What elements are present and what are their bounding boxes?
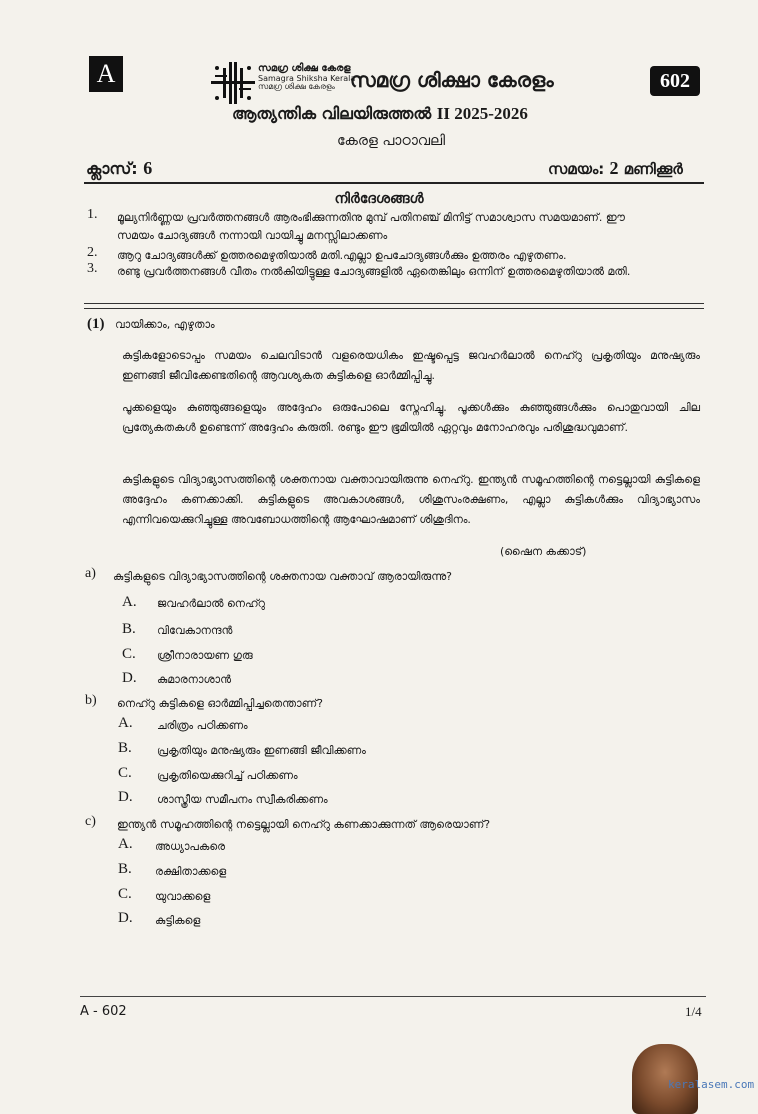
- paper-code-box: 602: [650, 66, 700, 96]
- instruction-number: 3.: [87, 261, 98, 276]
- class-value: 6: [143, 158, 153, 178]
- option-text[interactable]: ചരിത്രം പഠിക്കണം: [157, 719, 248, 732]
- question-title: വായിക്കാം, എഴുതാം: [115, 318, 215, 331]
- subquestion-text: നെഹ്റു കുട്ടികളെ ഓർമ്മിപ്പിച്ചതെന്താണ്?: [117, 697, 324, 710]
- logo-text: [258, 64, 355, 91]
- class-label: ക്ലാസ്:: [86, 159, 138, 178]
- header-divider: [84, 182, 704, 184]
- option-text[interactable]: ശാസ്ത്രീയ സമീപനം സ്വീകരിക്കണം: [157, 793, 328, 806]
- class-info: [86, 158, 152, 179]
- option-text[interactable]: യുവാക്കളെ: [155, 890, 211, 903]
- instruction-number: 1.: [87, 207, 98, 222]
- logo-line-3: സമഗ്ര ശിക്ഷ കേരളം: [258, 81, 335, 91]
- logo-line-1: സമഗ്ര ശിക്ഷ കേരള: [258, 63, 351, 74]
- passage-paragraph: പൂക്കളെയും കുഞ്ഞുങ്ങളെയും അദ്ദേഹം ഒരുപോലെ സ്നേഹിച്ചു. പൂക്കൾക്കും കുഞ്ഞുങ്ങൾക്കും പൊതുവായി ചില പ്രത്യേകതകൾ ഉണ്ടെന്ന് അദ്ദേഹം കരുതി. രണ്ടും ഈ ഭൂമിയിൽ ഏറ്റവും മനോഹരവും പരിശുദ്ധവുമാണ്.: [122, 401, 700, 434]
- subquestion-label: a): [85, 566, 96, 581]
- time-value: 2: [609, 158, 619, 178]
- option-text[interactable]: രക്ഷിതാക്കളെ: [155, 865, 227, 878]
- option-letter: A.: [118, 836, 133, 852]
- option-text[interactable]: പ്രകൃതിയും മനുഷ്യരും ഇണങ്ങി ജീവിക്കണം: [157, 744, 366, 757]
- passage-author: (ഷൈന കക്കാട്): [500, 545, 587, 558]
- time-info: [548, 158, 683, 179]
- instructions-divider-bottom: [84, 308, 704, 309]
- subquestion-label: c): [85, 814, 96, 829]
- instruction-text: മൂല്യനിർണ്ണയ പ്രവർത്തനങ്ങൾ ആരംഭിക്കുന്നതിനു മുമ്പ് പതിനഞ്ച് മിനിട്ട് സമാശ്വാസ സമയമാണ്. ഈ സമയം ചോദ്യങ്ങൾ നന്നായി വായിച്ചു മനസ്സിലാക്കണം: [117, 211, 625, 242]
- question-number: (1): [87, 316, 105, 332]
- set-letter-box: A: [89, 56, 123, 92]
- footer-paper-code: A - 602: [80, 1004, 127, 1019]
- exam-title: [232, 104, 528, 124]
- subquestion-text: ഇന്ത്യൻ സമൂഹത്തിന്റെ നട്ടെല്ലായി നെഹ്റു കണക്കാക്കുന്നത് ആരെയാണ്?: [117, 818, 491, 831]
- passage-paragraph: കുട്ടികളുടെ വിദ്യാഭ്യാസത്തിന്റെ ശക്തനായ വക്താവായിരുന്നു നെഹ്റു. ഇന്ത്യൻ സമൂഹത്തിന്റെ നട്ടെല്ലായി കുട്ടികളെ അദ്ദേഹം കണക്കാക്കി. കുട്ടികളുടെ അവകാശങ്ങൾ, ശിശുസംരക്ഷണം, എല്ലാ കുട്ടികൾക്കും വിദ്യാഭ്യാസം എന്നിവയെക്കുറിച്ചുള്ള അവബോധത്തിന്റെ ആഘോഷമാണ് ശിശുദിനം.: [122, 473, 700, 526]
- option-letter: B.: [118, 861, 132, 877]
- curriculum-name: കേരള പാഠാവലി: [337, 133, 446, 149]
- option-letter: B.: [122, 621, 136, 637]
- option-text[interactable]: പ്രകൃതിയെക്കുറിച്ച് പഠിക്കണം: [157, 769, 298, 782]
- logo-line-2: Samagra Shiksha Kerala: [258, 73, 356, 83]
- instructions-title: നിർദേശങ്ങൾ: [334, 191, 424, 207]
- option-letter: D.: [118, 910, 133, 926]
- option-letter: A.: [118, 715, 133, 731]
- passage-paragraph: കുട്ടികളോടൊപ്പം സമയം ചെലവിടാൻ വളരെയധികം ഇഷ്ടപ്പെട്ട ജവഹർലാൽ നെഹ്റു പ്രകൃതിയും മനുഷ്യരും ഇണങ്ങി ജീവിക്കേണ്ടതിന്റെ ആവശ്യകത കുട്ടികളെ ഓർമ്മിപ്പിച്ചു.: [122, 349, 700, 382]
- samagra-shiksha-logo-icon: [209, 60, 257, 106]
- option-letter: C.: [122, 646, 136, 662]
- exam-term: II 2025-2026: [436, 104, 528, 123]
- watermark: keralasem.com: [668, 1078, 755, 1091]
- option-letter: A.: [122, 594, 137, 610]
- footer-page-number: 1/4: [685, 1004, 702, 1019]
- exam-title-text: ആത്യന്തിക വിലയിരുത്തൽ: [232, 104, 432, 123]
- time-label: സമയം:: [548, 160, 605, 178]
- option-text[interactable]: കുമാരനാശാൻ: [157, 673, 232, 686]
- option-text[interactable]: ശ്രീനാരായണ ഗുരു: [157, 649, 253, 662]
- option-letter: C.: [118, 886, 132, 902]
- option-text[interactable]: അധ്യാപകരെ: [155, 840, 226, 853]
- subquestion-label: b): [85, 693, 97, 708]
- option-text[interactable]: കുട്ടികളെ: [155, 914, 201, 927]
- option-text[interactable]: വിവേകാനന്ദൻ: [157, 624, 233, 637]
- option-letter: D.: [118, 789, 133, 805]
- subquestion-text: കുട്ടികളുടെ വിദ്യാഭ്യാസത്തിന്റെ ശക്തനായ വക്താവ് ആരായിരുന്നു?: [113, 570, 453, 583]
- instructions-divider-top: [84, 303, 704, 304]
- option-letter: D.: [122, 670, 137, 686]
- option-letter: C.: [118, 765, 132, 781]
- option-text[interactable]: ജവഹർലാൽ നെഹ്റു: [157, 597, 265, 610]
- instruction-number: 2.: [87, 245, 98, 260]
- option-letter: B.: [118, 740, 132, 756]
- instruction-text: രണ്ടു പ്രവർത്തനങ്ങൾ വീതം നൽകിയിട്ടുള്ള ചോദ്യങ്ങളിൽ ഏതെങ്കിലും ഒന്നിന് ഉത്തരമെഴുതിയാൽ മതി.: [117, 265, 631, 278]
- time-unit: മണിക്കൂർ: [623, 160, 683, 178]
- instruction-text: ആറു ചോദ്യങ്ങൾക്ക് ഉത്തരമെഴുതിയാൽ മതി.എല്ലാ ഉപചോദ്യങ്ങൾക്കും ഉത്തരം എഴുതണം.: [117, 249, 567, 262]
- org-name: സമഗ്ര ശിക്ഷാ കേരളം: [350, 68, 554, 92]
- footer-divider: [80, 996, 706, 997]
